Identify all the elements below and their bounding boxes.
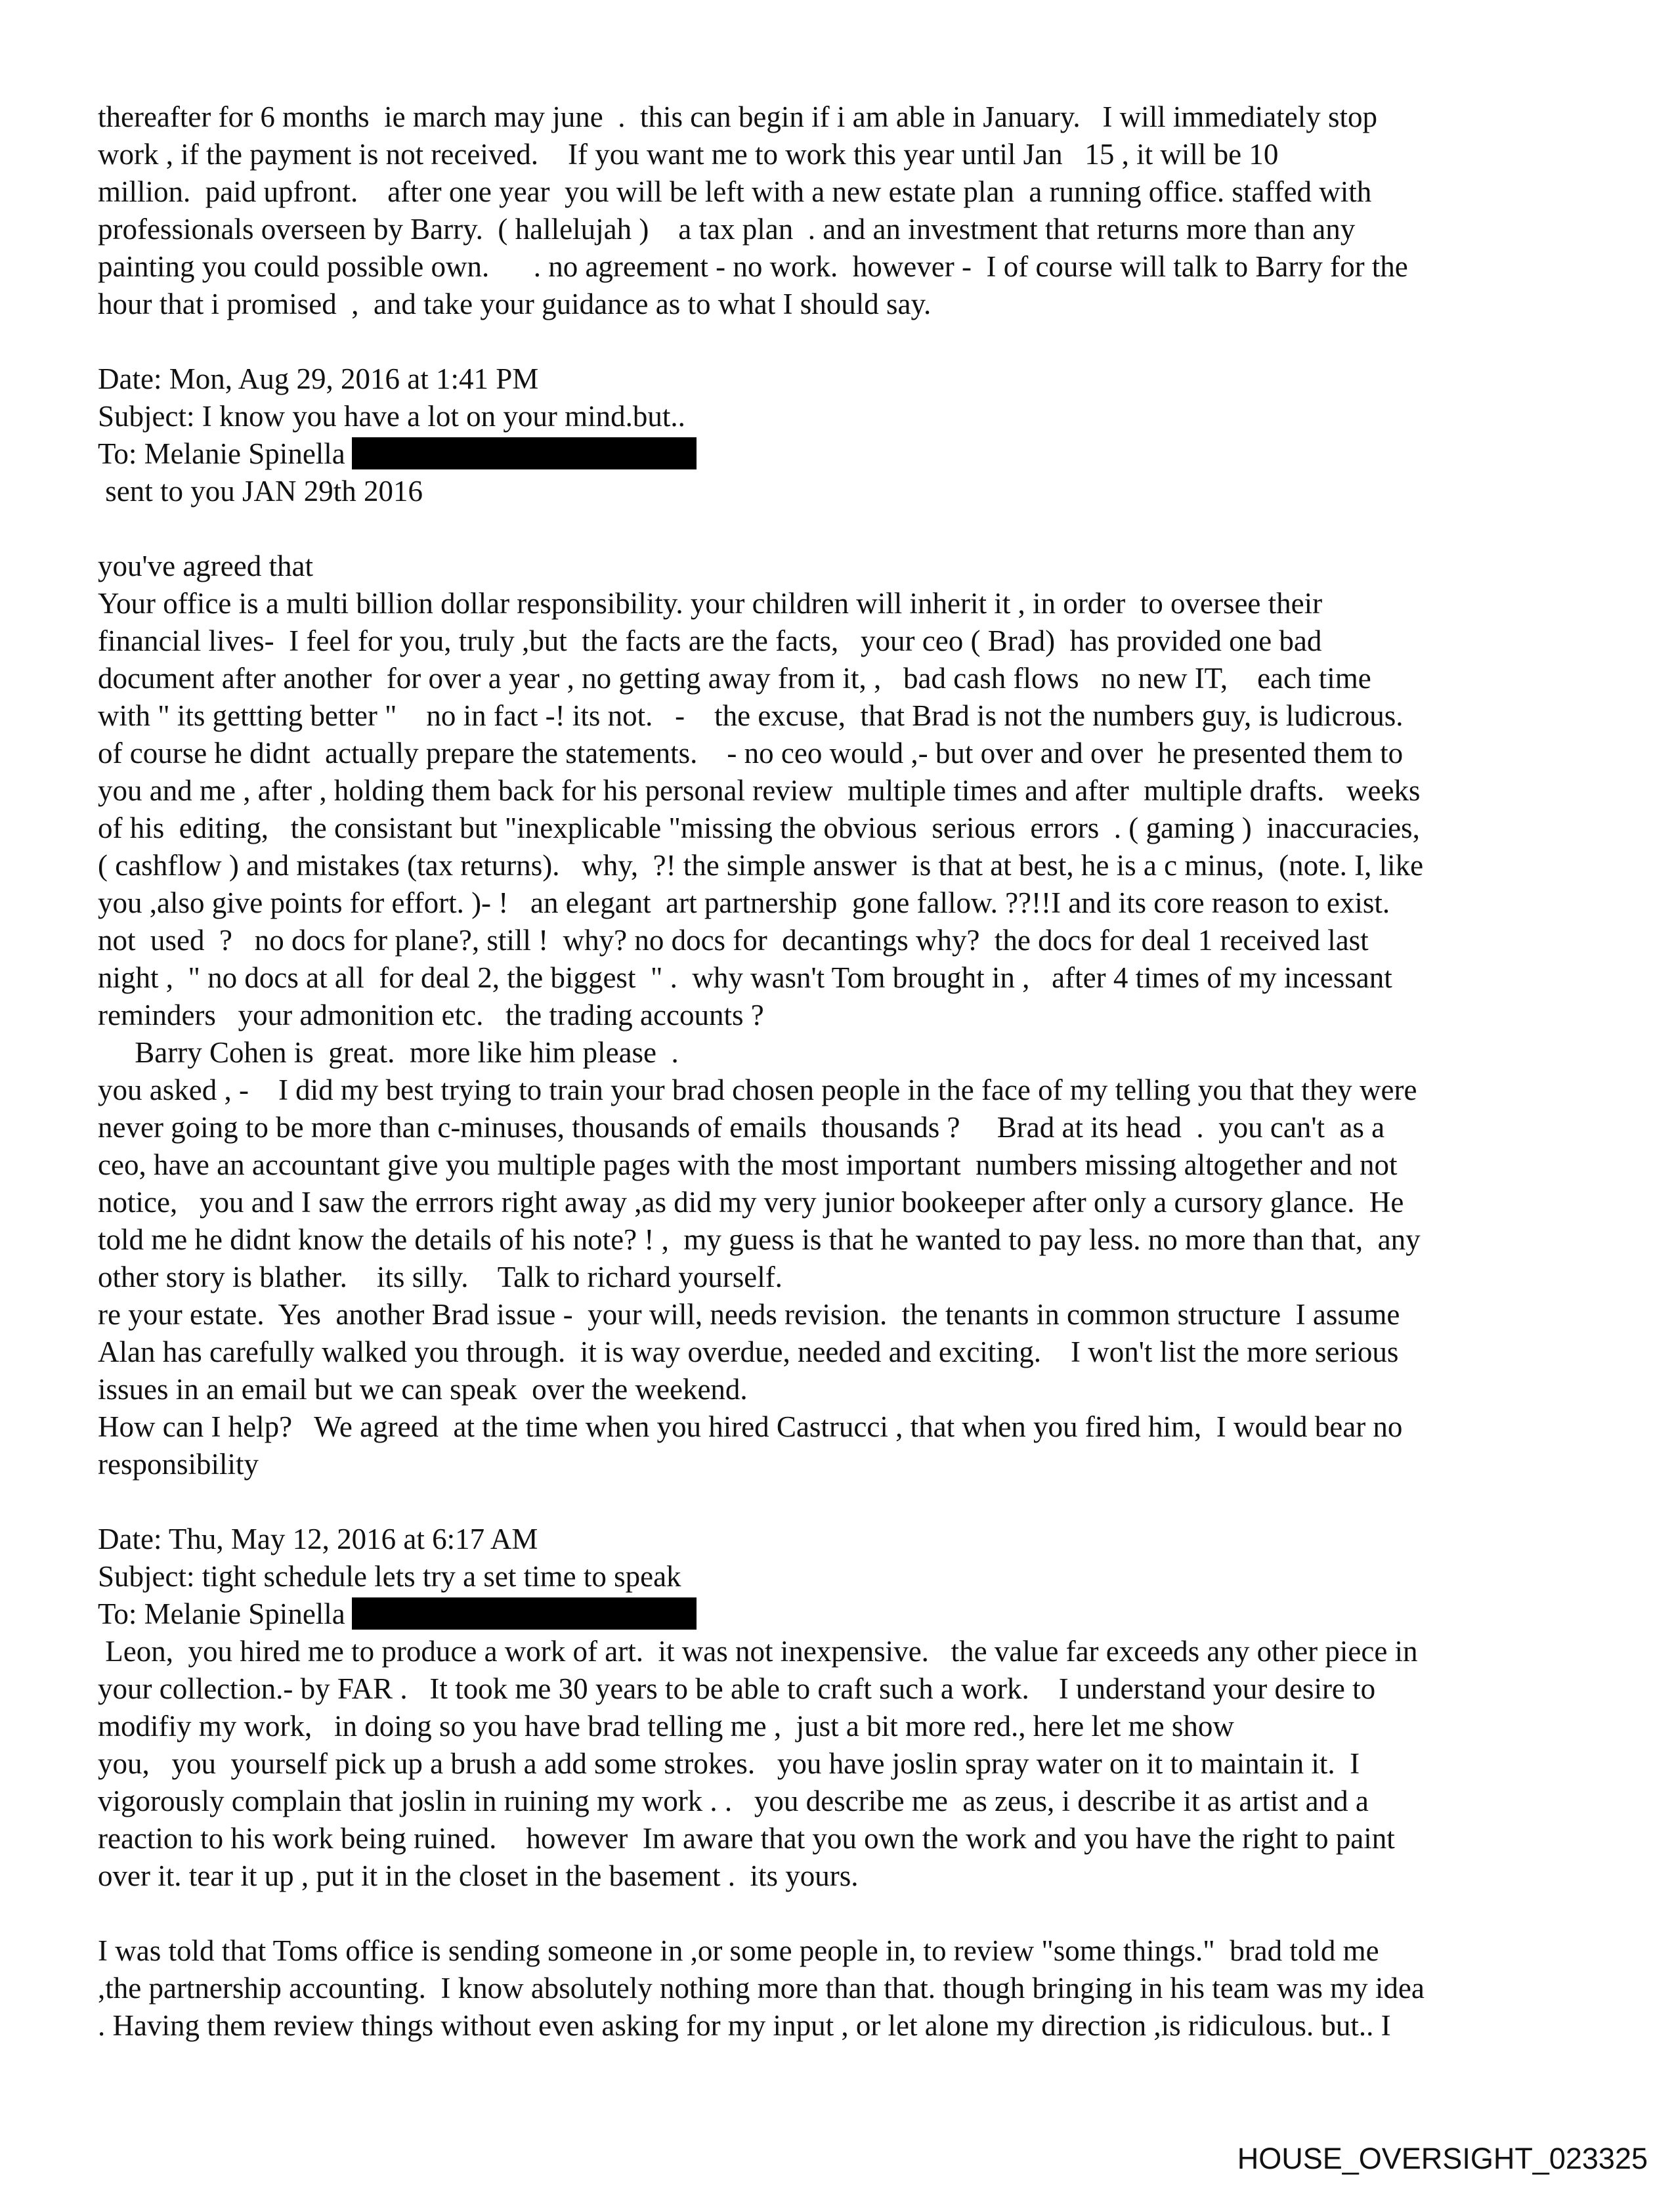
line-text: financial lives- I feel for you, truly ,but the facts are the facts, your ceo ( Brad) has provided one bad <box>98 624 1322 657</box>
text-line <box>98 173 1608 211</box>
text-line <box>98 398 1608 435</box>
blank-line <box>98 323 1608 360</box>
text-line <box>98 1521 1608 1558</box>
blank-line <box>98 1895 1608 1932</box>
line-text: document after another for over a year , no getting away from it, , bad cash flows no new IT, each time <box>98 662 1371 695</box>
line-text: million. paid upfront. after one year you will be left with a new estate plan a running office. staffed with <box>98 175 1372 208</box>
text-line <box>98 548 1608 585</box>
line-text: over it. tear it up , put it in the closet in the basement . its yours. <box>98 1859 859 1892</box>
line-text: notice, you and I saw the errrors right away ,as did my very junior bookeeper after only a cursory glance. He <box>98 1186 1404 1219</box>
line-text: hour that i promised , and take your guidance as to what I should say. <box>98 288 932 320</box>
line-text: of course he didnt actually prepare the statements. - no ceo would ,- but over and over he presented them to <box>98 737 1404 770</box>
redaction-box <box>352 437 697 469</box>
text-line <box>98 997 1608 1034</box>
line-text: responsibility <box>98 1448 259 1481</box>
line-text: issues in an email but we can speak over the weekend. <box>98 1373 748 1406</box>
text-line <box>98 1595 1608 1633</box>
line-text: Subject: I know you have a lot on your mind.but.. <box>98 400 685 433</box>
text-line <box>98 1783 1608 1820</box>
line-text: Alan has carefully walked you through. it is way overdue, needed and exciting. I won't list the more serious <box>98 1335 1399 1368</box>
text-line <box>98 735 1608 772</box>
line-text: you and me , after , holding them back for his personal review multiple times and after multiple drafts. weeks <box>98 774 1421 807</box>
text-line <box>98 1221 1608 1259</box>
text-line <box>98 1670 1608 1708</box>
text-line <box>98 473 1608 510</box>
text-line <box>98 1146 1608 1184</box>
line-text: told me he didnt know the details of his note? ! , my guess is that he wanted to pay less. no more than that, any <box>98 1223 1421 1256</box>
line-text: I was told that Toms office is sending someone in ,or some people in, to review "some things." brad told me <box>98 1934 1379 1967</box>
line-text: sent to you JAN 29th 2016 <box>98 475 423 508</box>
text-line <box>98 435 1608 473</box>
text-line <box>98 922 1608 959</box>
line-text: Your office is a multi billion dollar responsibility. your children will inherit it , in order to oversee their <box>98 587 1323 620</box>
text-line <box>98 286 1608 323</box>
blank-line <box>98 1483 1608 1521</box>
text-line <box>98 1857 1608 1895</box>
line-text: with " its gettting better " no in fact -! its not. - the excuse, that Brad is not the numbers guy, is ludicrous. <box>98 699 1404 732</box>
line-text: Date: Thu, May 12, 2016 at 6:17 AM <box>98 1523 538 1555</box>
text-line <box>98 697 1608 735</box>
line-text: never going to be more than c-minuses, thousands of emails thousands ? Brad at its head . you can't as a <box>98 1111 1385 1144</box>
line-text: vigorously complain that joslin in ruining my work . . you describe me as zeus, i describe it as artist and a <box>98 1785 1369 1817</box>
line-text: you've agreed that <box>98 550 313 582</box>
line-text: Date: Mon, Aug 29, 2016 at 1:41 PM <box>98 362 539 395</box>
text-line <box>98 1820 1608 1857</box>
line-text: you, you yourself pick up a brush a add some strokes. you have joslin spray water on it to maintain it. I <box>98 1747 1360 1780</box>
email-document <box>98 98 1608 2045</box>
line-text: your collection.- by FAR . It took me 30 years to be able to craft such a work. I understand your desire to <box>98 1672 1376 1705</box>
line-text: Leon, you hired me to produce a work of art. it was not inexpensive. the value far exceeds any other piece in <box>98 1635 1418 1668</box>
line-text: reaction to his work being ruined. however Im aware that you own the work and you have the right to paint <box>98 1822 1395 1855</box>
text-line <box>98 660 1608 697</box>
text-line <box>98 585 1608 622</box>
text-line <box>98 772 1608 810</box>
text-line <box>98 1408 1608 1446</box>
line-text: To: Melanie Spinella <box>98 437 345 470</box>
line-text: painting you could possible own. . no agreement - no work. however - I of course will talk to Barry for the <box>98 250 1408 283</box>
text-line <box>98 1932 1608 1970</box>
line-text: modifiy my work, in doing so you have brad telling me , just a bit more red., here let me show <box>98 1710 1234 1743</box>
line-text: Barry Cohen is great. more like him please . <box>98 1036 679 1069</box>
line-text: professionals overseen by Barry. ( hallelujah ) a tax plan . and an investment that returns more than any <box>98 213 1356 246</box>
text-line <box>98 847 1608 884</box>
line-text: you ,also give points for effort. )- ! an elegant art partnership gone fallow. ??!!I and its core reason to exist. <box>98 886 1390 919</box>
line-text: To: Melanie Spinella <box>98 1597 345 1630</box>
text-line <box>98 1072 1608 1109</box>
text-line <box>98 1184 1608 1221</box>
text-line <box>98 1034 1608 1072</box>
text-line <box>98 1259 1608 1296</box>
line-text: other story is blather. its silly. Talk to richard yourself. <box>98 1261 783 1293</box>
text-line <box>98 1708 1608 1745</box>
redaction-box <box>352 1597 697 1630</box>
text-line <box>98 1558 1608 1595</box>
line-text: ceo, have an accountant give you multiple pages with the most important numbers missing altogether and not <box>98 1148 1398 1181</box>
line-text: not used ? no docs for plane?, still ! why? no docs for decantings why? the docs for deal 1 received last <box>98 924 1369 957</box>
text-line <box>98 136 1608 173</box>
text-line <box>98 959 1608 997</box>
text-line <box>98 360 1608 398</box>
text-line <box>98 2007 1608 2045</box>
bates-number: HOUSE_OVERSIGHT_023325 <box>1237 2142 1648 2175</box>
text-line <box>98 1970 1608 2007</box>
text-line <box>98 1745 1608 1783</box>
line-text: night , " no docs at all for deal 2, the biggest " . why wasn't Tom brought in , after 4 times of my incessant <box>98 961 1392 994</box>
line-text: you asked , - I did my best trying to train your brad chosen people in the face of my telling you that they were <box>98 1073 1417 1106</box>
text-line <box>98 810 1608 847</box>
blank-line <box>98 510 1608 548</box>
line-text: reminders your admonition etc. the trading accounts ? <box>98 999 764 1031</box>
text-line <box>98 211 1608 248</box>
text-line <box>98 884 1608 922</box>
line-text: ,the partnership accounting. I know absolutely nothing more than that. though bringing in his team was my idea <box>98 1972 1425 2005</box>
text-line <box>98 1633 1608 1670</box>
line-text: work , if the payment is not received. If you want me to work this year until Jan 15 , it will be 10 <box>98 138 1279 171</box>
line-text: of his editing, the consistant but "inexplicable "missing the obvious serious errors . ( gaming ) inaccuracies, <box>98 812 1420 844</box>
line-text: How can I help? We agreed at the time when you hired Castrucci , that when you fired him, I would bear no <box>98 1410 1403 1443</box>
line-text: re your estate. Yes another Brad issue - your will, needs revision. the tenants in common structure I assume <box>98 1298 1400 1331</box>
line-text: ( cashflow ) and mistakes (tax returns). why, ?! the simple answer is that at best, he is a c minus, (note. I, like <box>98 849 1424 882</box>
line-text: Subject: tight schedule lets try a set time to speak <box>98 1560 681 1593</box>
text-line <box>98 248 1608 286</box>
text-line <box>98 98 1608 136</box>
text-line <box>98 1109 1608 1146</box>
text-line <box>98 1296 1608 1334</box>
text-line <box>98 1371 1608 1408</box>
text-line <box>98 1446 1608 1483</box>
line-text: . Having them review things without even asking for my input , or let alone my direction ,is ridiculous. but.. I <box>98 2009 1391 2042</box>
text-line <box>98 1334 1608 1371</box>
text-line <box>98 622 1608 660</box>
line-text: thereafter for 6 months ie march may june . this can begin if i am able in January. I will immediately stop <box>98 100 1378 133</box>
